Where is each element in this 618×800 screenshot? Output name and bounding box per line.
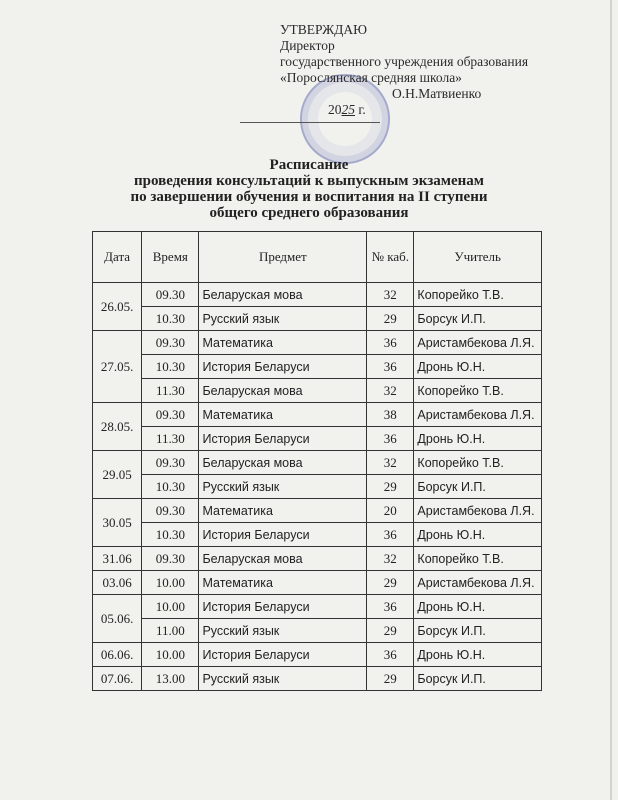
cell-teacher: Дронь Ю.Н. — [414, 523, 542, 547]
table-row — [93, 523, 542, 547]
cell-subject: Русский язык — [199, 475, 367, 499]
cell-time: 10.30 — [142, 307, 199, 331]
approval-block — [280, 22, 528, 118]
cell-teacher: Борсук И.П. — [414, 475, 542, 499]
schedule-table — [92, 231, 542, 691]
cell-room: 29 — [367, 667, 414, 691]
cell-date: 06.06. — [93, 643, 142, 667]
cell-room: 38 — [367, 403, 414, 427]
cell-date: 07.06. — [93, 667, 142, 691]
header-subject: Предмет — [199, 232, 367, 283]
cell-time: 10.00 — [142, 643, 199, 667]
cell-time: 10.00 — [142, 571, 199, 595]
document-title — [0, 157, 618, 221]
cell-teacher: Дронь Ю.Н. — [414, 643, 542, 667]
cell-time: 09.30 — [142, 547, 199, 571]
cell-teacher: Копорейко Т.В. — [414, 379, 542, 403]
cell-time: 10.00 — [142, 595, 199, 619]
cell-subject: Беларуская мова — [199, 451, 367, 475]
title-line-3: по завершении обучения и воспитания на II ступени — [130, 189, 488, 205]
cell-room: 36 — [367, 427, 414, 451]
date-prefix: 20 — [328, 102, 342, 117]
title-line-4: общего среднего образования — [209, 205, 409, 221]
cell-room: 36 — [367, 643, 414, 667]
cell-room: 36 — [367, 523, 414, 547]
cell-time: 09.30 — [142, 451, 199, 475]
cell-subject: Беларуская мова — [199, 283, 367, 307]
cell-room: 29 — [367, 307, 414, 331]
cell-subject: История Беларуси — [199, 355, 367, 379]
cell-room: 20 — [367, 499, 414, 523]
header-date: Дата — [93, 232, 142, 283]
table-row — [93, 379, 542, 403]
cell-time: 09.30 — [142, 499, 199, 523]
cell-teacher: Аристамбекова Л.Я. — [414, 403, 542, 427]
cell-teacher: Копорейко Т.В. — [414, 547, 542, 571]
table-row — [93, 427, 542, 451]
table-row — [93, 547, 542, 571]
cell-room: 32 — [367, 451, 414, 475]
cell-date: 05.06. — [93, 595, 142, 643]
cell-teacher: Аристамбекова Л.Я. — [414, 499, 542, 523]
cell-teacher: Копорейко Т.В. — [414, 451, 542, 475]
cell-subject: Беларуская мова — [199, 379, 367, 403]
table-row — [93, 571, 542, 595]
cell-subject: Математика — [199, 571, 367, 595]
cell-teacher: Копорейко Т.В. — [414, 283, 542, 307]
cell-room: 36 — [367, 331, 414, 355]
cell-room: 29 — [367, 619, 414, 643]
cell-date: 29.05 — [93, 451, 142, 499]
cell-room: 29 — [367, 571, 414, 595]
cell-subject: Математика — [199, 499, 367, 523]
cell-subject: История Беларуси — [199, 595, 367, 619]
cell-date: 27.05. — [93, 331, 142, 403]
table-row — [93, 307, 542, 331]
title-line-1: Расписание — [269, 157, 349, 173]
cell-date: 03.06 — [93, 571, 142, 595]
table-row — [93, 403, 542, 427]
title-line-2: проведения консультаций к выпускным экзаменам — [134, 173, 484, 189]
cell-room: 36 — [367, 355, 414, 379]
cell-time: 10.30 — [142, 523, 199, 547]
cell-subject: Беларуская мова — [199, 547, 367, 571]
cell-subject: Русский язык — [199, 619, 367, 643]
cell-room: 29 — [367, 475, 414, 499]
cell-time: 09.30 — [142, 283, 199, 307]
table-row — [93, 475, 542, 499]
cell-teacher: Аристамбекова Л.Я. — [414, 571, 542, 595]
table-row — [93, 643, 542, 667]
date-suffix: г. — [355, 102, 366, 117]
table-row — [93, 355, 542, 379]
cell-time: 11.30 — [142, 379, 199, 403]
cell-subject: Русский язык — [199, 307, 367, 331]
cell-time: 13.00 — [142, 667, 199, 691]
header-room: № каб. — [367, 232, 414, 283]
school-name: «Порослянская средняя школа» — [280, 70, 462, 85]
director-position: Директор — [280, 38, 335, 53]
cell-teacher: Борсук И.П. — [414, 619, 542, 643]
table-row — [93, 283, 542, 307]
cell-time: 09.30 — [142, 403, 199, 427]
approve-label: УТВЕРЖДАЮ — [280, 22, 368, 37]
cell-room: 36 — [367, 595, 414, 619]
cell-teacher: Борсук И.П. — [414, 667, 542, 691]
cell-time: 10.30 — [142, 355, 199, 379]
approval-date — [280, 102, 528, 118]
cell-subject: Русский язык — [199, 667, 367, 691]
cell-subject: История Беларуси — [199, 643, 367, 667]
header-teacher: Учитель — [414, 232, 542, 283]
schedule-body — [93, 283, 542, 691]
table-header-row — [93, 232, 542, 283]
table-row — [93, 667, 542, 691]
institution-line: государственного учреждения образования — [280, 54, 529, 69]
cell-teacher: Дронь Ю.Н. — [414, 355, 542, 379]
cell-date: 31.06 — [93, 547, 142, 571]
cell-date: 28.05. — [93, 403, 142, 451]
date-year: 25 — [341, 102, 355, 117]
table-row — [93, 499, 542, 523]
cell-subject: Математика — [199, 331, 367, 355]
cell-teacher: Борсук И.П. — [414, 307, 542, 331]
table-row — [93, 595, 542, 619]
cell-room: 32 — [367, 547, 414, 571]
cell-teacher: Дронь Ю.Н. — [414, 595, 542, 619]
cell-teacher: Дронь Ю.Н. — [414, 427, 542, 451]
cell-room: 32 — [367, 283, 414, 307]
cell-date: 26.05. — [93, 283, 142, 331]
cell-time: 11.30 — [142, 427, 199, 451]
cell-time: 09.30 — [142, 331, 199, 355]
table-row — [93, 619, 542, 643]
cell-time: 11.00 — [142, 619, 199, 643]
cell-time: 10.30 — [142, 475, 199, 499]
director-name: О.Н.Матвиенко — [392, 86, 482, 101]
header-time: Время — [142, 232, 199, 283]
cell-subject: История Беларуси — [199, 427, 367, 451]
cell-subject: История Беларуси — [199, 523, 367, 547]
page-edge — [610, 0, 612, 800]
cell-room: 32 — [367, 379, 414, 403]
table-row — [93, 331, 542, 355]
table-row — [93, 451, 542, 475]
cell-subject: Математика — [199, 403, 367, 427]
cell-teacher: Аристамбекова Л.Я. — [414, 331, 542, 355]
cell-date: 30.05 — [93, 499, 142, 547]
